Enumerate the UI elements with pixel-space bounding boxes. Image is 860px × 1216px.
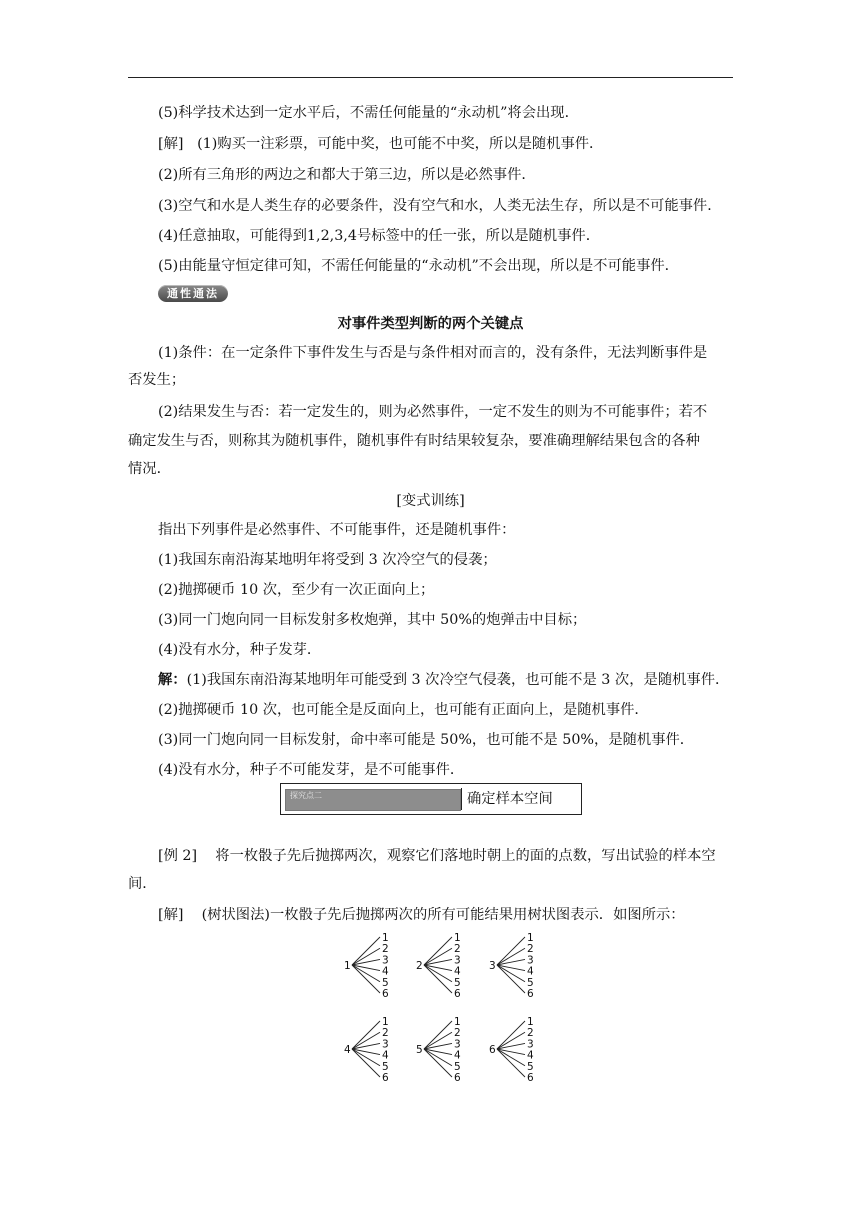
variant-q3: (3)同一门炮向同一目标发射多枚炮弹，其中 50%的炮弹击中目标； [158, 612, 587, 628]
tree-branch-line [424, 1049, 452, 1055]
tree-leaf-label: 4 [382, 1049, 389, 1062]
tree-leaf-label: 3 [527, 954, 534, 967]
tree-leaf-label: 1 [382, 932, 389, 944]
tree-leaf-label: 3 [454, 954, 461, 967]
tree-branch-line [497, 948, 525, 965]
tree-branch-group [489, 1016, 534, 1084]
tree-branch-line [424, 1032, 452, 1049]
tree-branch-line [497, 1049, 525, 1055]
section-divider [461, 788, 462, 810]
variant-answer-1 [158, 670, 729, 690]
keypoint-2-line-c: 情况． [128, 461, 171, 477]
tree-branch-line [424, 1049, 452, 1077]
method-badge: 通性通法 [158, 285, 228, 302]
tree-leaf-label: 4 [527, 965, 534, 978]
variant-prompt: 指出下列事件是必然事件、不可能事件，还是随机事件： [158, 522, 516, 538]
tree-branch-line [424, 959, 452, 965]
tree-branch-line [424, 1049, 452, 1066]
example-2-solution [158, 905, 685, 925]
keypoint-2-line-a: (2)结果发生与否：若一定发生的，则为必然事件，一定不发生的则为不可能事件；若不 [158, 404, 708, 420]
tree-leaf-label: 1 [527, 932, 534, 944]
tree-leaf-label: 6 [527, 988, 534, 1000]
tree-root-label: 5 [416, 1044, 423, 1056]
variant-answer-3: (3)同一门炮向同一目标发射，命中率可能是 50%，也可能不是 50%，是随机事件． [158, 732, 695, 748]
tree-branch-line [497, 1049, 525, 1077]
tree-branch-line [497, 1032, 525, 1049]
tree-branch-line [424, 965, 452, 993]
tree-branch-line [497, 1043, 525, 1049]
tree-leaf-label: 4 [454, 965, 461, 978]
tree-branch-group [344, 1016, 389, 1084]
example-solution-tag: [解] [158, 907, 184, 923]
tree-branch-line [497, 1021, 525, 1049]
example-2-line-b: 间． [128, 876, 157, 892]
tree-root-label: 2 [416, 960, 423, 972]
tree-branch-line [424, 965, 452, 971]
tree-leaf-label: 2 [382, 943, 389, 956]
example-tag: [例 2] [158, 848, 198, 864]
tree-branch-line [424, 948, 452, 965]
solution-line-3: (3)空气和水是人类生存的必要条件，没有空气和水，人类无法生存，所以是不可能事件． [158, 198, 722, 214]
variant-heading: [变式训练] [396, 493, 465, 509]
tree-branch-line [352, 965, 380, 982]
tree-branch-line [352, 948, 380, 965]
tree-branch-group [489, 932, 534, 1000]
keypoint-2-line-b: 确定发生与否，则称其为随机事件，随机事件有时结果较复杂，要准确理解结果包含的各种 [128, 433, 700, 449]
text-line: (5)科学技术达到一定水平后，不需任何能量的“永动机”将会出现． [158, 105, 579, 121]
example-2-line-a [158, 846, 716, 866]
tree-branch-line [352, 1049, 380, 1055]
tree-leaf-label: 5 [527, 976, 534, 989]
tree-leaf-label: 3 [454, 1038, 461, 1051]
tree-root-label: 4 [344, 1044, 351, 1056]
tree-leaf-label: 6 [382, 1072, 389, 1084]
tree-leaf-label: 6 [382, 988, 389, 1000]
tree-branch-line [352, 965, 380, 993]
tree-branch-line [352, 1043, 380, 1049]
tree-leaf-label: 1 [382, 1016, 389, 1028]
tree-leaf-label: 1 [527, 1016, 534, 1028]
solution-line-5: (5)由能量守恒定律可知，不需任何能量的“永动机”不会出现，所以是不可能事件． [158, 258, 679, 274]
tree-root-label: 6 [489, 1044, 496, 1056]
tree-leaf-label: 4 [527, 1049, 534, 1062]
section-title: 确定样本空间 [467, 791, 553, 807]
tree-branch-line [352, 1049, 380, 1066]
tree-branch-line [497, 959, 525, 965]
section-header [280, 783, 582, 815]
tree-leaf-label: 5 [527, 1060, 534, 1073]
variant-answer-4: (4)没有水分，种子不可能发芽，是不可能事件． [158, 762, 465, 778]
variant-q2: (2)抛掷硬币 10 次，至少有一次正面向上； [158, 582, 435, 598]
tree-branch-line [497, 965, 525, 993]
tree-branch-group [416, 1016, 461, 1084]
tree-leaf-label: 2 [454, 943, 461, 956]
variant-q4: (4)没有水分，种子发芽． [158, 642, 322, 658]
tree-leaf-label: 6 [454, 1072, 461, 1084]
keypoint-1-line-b: 否发生； [128, 372, 186, 388]
solution-line-4: (4)任意抽取，可能得到1,2,3,4号标签中的任一张，所以是随机事件． [158, 228, 600, 244]
keypoint-1-line-a: (1)条件：在一定条件下事件发生与否是与条件相对而言的，没有条件，无法判断事件是 [158, 345, 708, 361]
example-solution-text: (树状图法)一枚骰子先后抛掷两次的所有可能结果用树状图表示．如图所示： [201, 907, 685, 923]
tree-branch-line [424, 965, 452, 982]
header-rule [128, 77, 733, 78]
tree-leaf-label: 6 [454, 988, 461, 1000]
tree-branch-line [352, 937, 380, 965]
tree-branch-group [416, 932, 461, 1000]
tree-branch-line [352, 965, 380, 971]
example-text: 将一枚骰子先后抛掷两次，观察它们落地时朝上的面的点数，写出试验的样本空 [215, 848, 716, 864]
tree-root-label: 1 [344, 960, 351, 972]
tree-leaf-label: 3 [382, 1038, 389, 1051]
tree-leaf-label: 5 [454, 976, 461, 989]
tree-branch-line [352, 1021, 380, 1049]
variant-q1: (1)我国东南沿海某地明年将受到 3 次冷空气的侵袭； [158, 552, 497, 568]
tree-branch-line [352, 959, 380, 965]
solution-line-1 [158, 134, 603, 154]
tree-leaf-label: 1 [454, 1016, 461, 1028]
tree-branch-line [497, 937, 525, 965]
tree-leaf-label: 4 [382, 965, 389, 978]
tree-branch-line [424, 1043, 452, 1049]
tree-branch-line [497, 965, 525, 982]
tree-branch-line [497, 965, 525, 971]
tree-branch-line [497, 1049, 525, 1066]
tree-leaf-label: 5 [382, 976, 389, 989]
tree-leaf-label: 5 [454, 1060, 461, 1073]
tree-leaf-label: 4 [454, 1049, 461, 1062]
tree-leaf-label: 1 [454, 932, 461, 944]
answer-text: (1)我国东南沿海某地明年可能受到 3 次冷空气侵袭，也可能不是 3 次，是随机事件． [186, 672, 730, 688]
tree-leaf-label: 5 [382, 1060, 389, 1073]
tree-branch-line [352, 1049, 380, 1077]
variant-answer-2: (2)抛掷硬币 10 次，也可能全是反面向上，也可能有正面向上，是随机事件． [158, 702, 649, 718]
tree-leaf-label: 2 [454, 1027, 461, 1040]
answer-tag: 解： [158, 672, 187, 688]
keypoints-title: 对事件类型判断的两个关键点 [337, 316, 524, 332]
tree-branch-line [424, 1021, 452, 1049]
tree-branch-line [352, 1032, 380, 1049]
tree-leaf-label: 2 [527, 943, 534, 956]
tree-leaf-label: 3 [527, 1038, 534, 1051]
tree-leaf-label: 6 [527, 1072, 534, 1084]
tree-root-label: 3 [489, 960, 496, 972]
solution-tag: [解] [158, 136, 184, 152]
solution-line-2: (2)所有三角形的两边之和都大于第三边，所以是必然事件． [158, 167, 536, 183]
section-label: 探究点二 [285, 789, 461, 811]
solution-text: (1)购买一注彩票，可能中奖，也可能不中奖，所以是随机事件． [197, 136, 604, 152]
tree-leaf-label: 2 [527, 1027, 534, 1040]
tree-branch-line [424, 937, 452, 965]
tree-leaf-label: 2 [382, 1027, 389, 1040]
tree-leaf-label: 3 [382, 954, 389, 967]
tree-branch-group [344, 932, 389, 1000]
